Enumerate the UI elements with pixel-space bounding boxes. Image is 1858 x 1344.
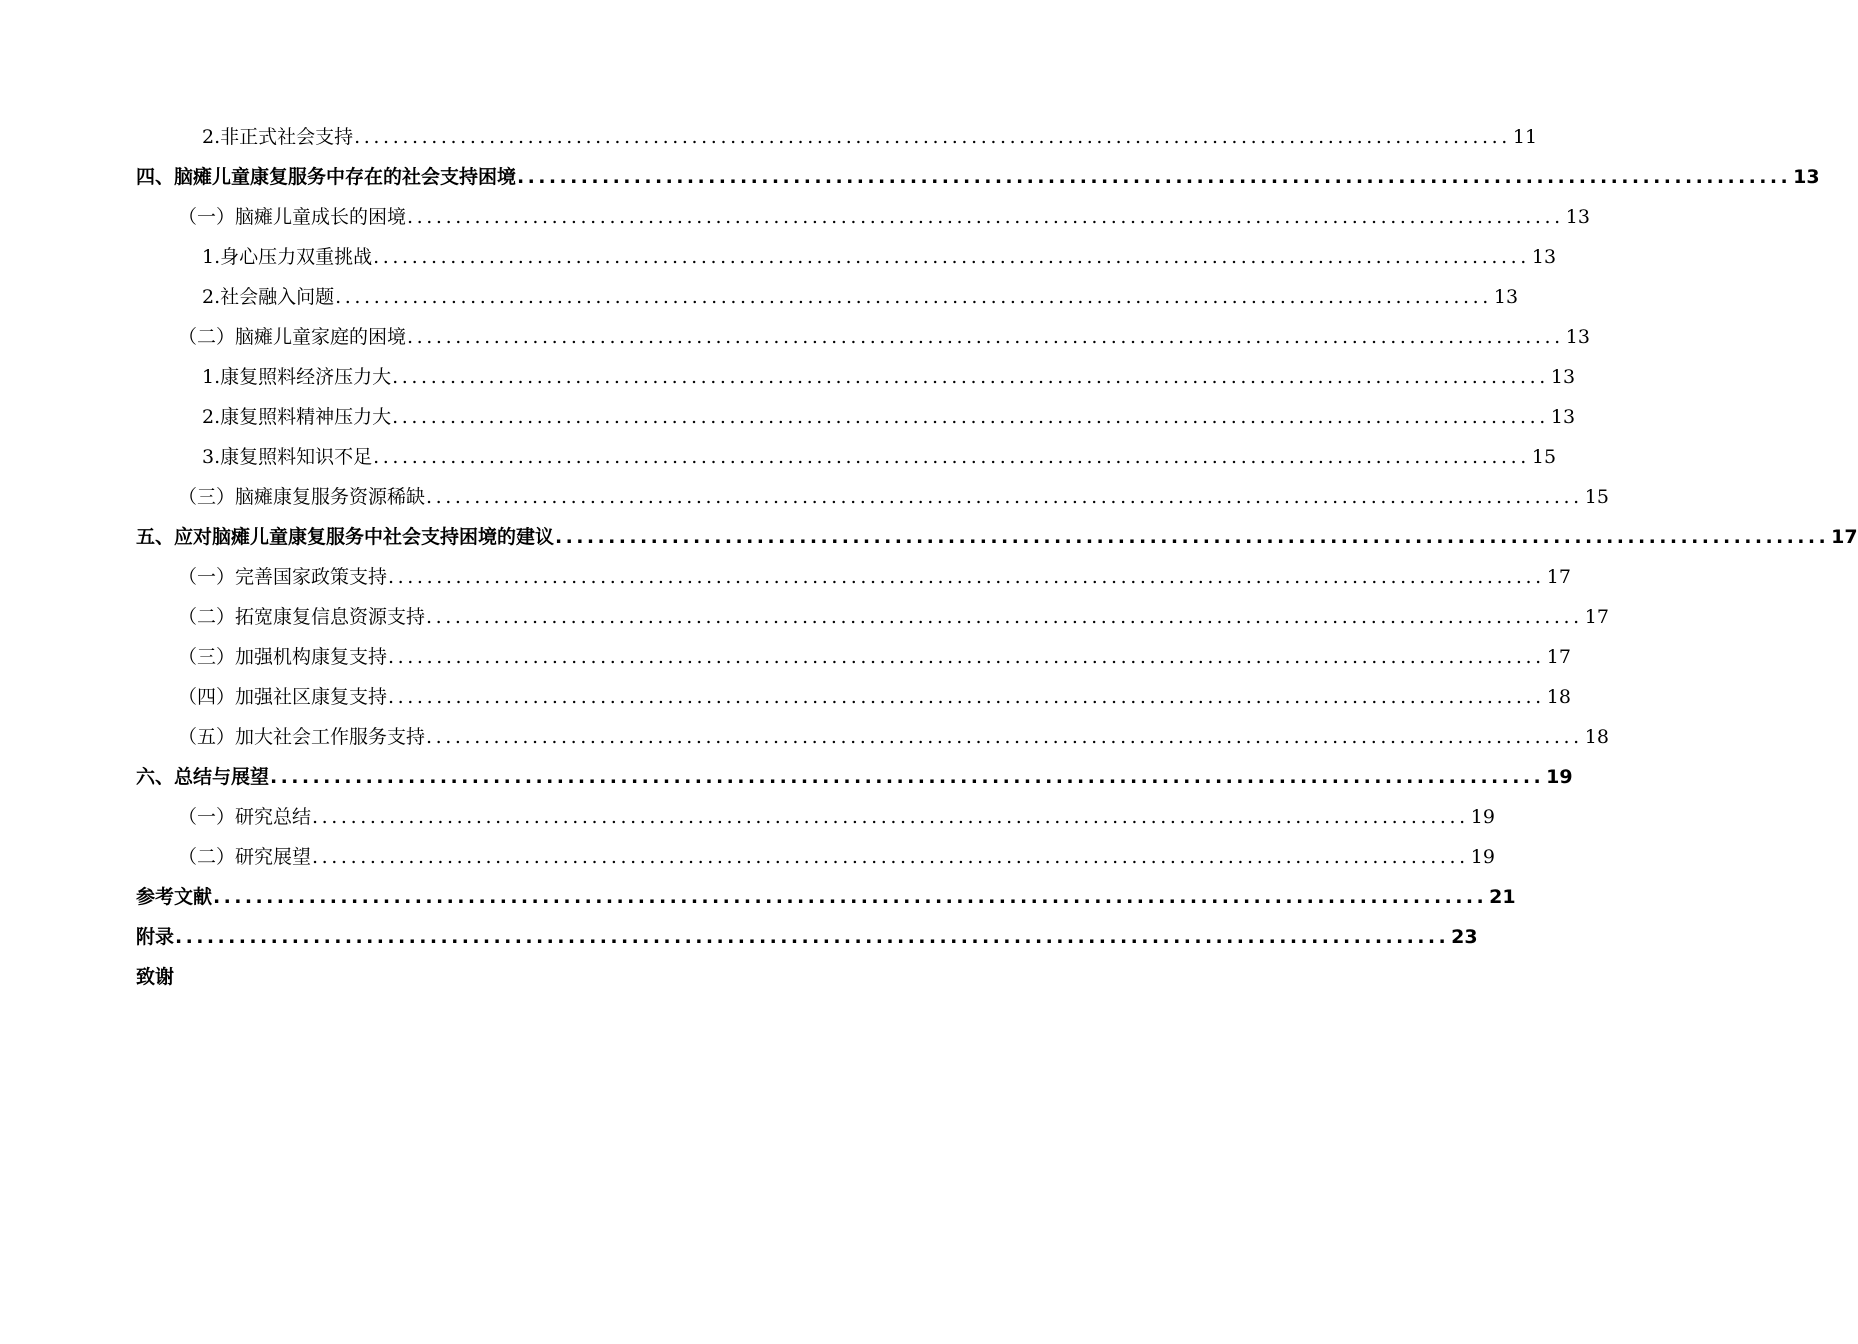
toc-leader-dots: ........................................................................................................................ xyxy=(270,766,1545,788)
toc-page-number: 17 xyxy=(1546,646,1571,668)
toc-entry[interactable] xyxy=(178,842,1495,872)
toc-entry[interactable] xyxy=(202,442,1557,472)
toc-leader-dots: ........................................................................................................................ xyxy=(388,566,1545,588)
toc-entry-title: （五）加大社会工作服务支持 xyxy=(178,726,426,748)
toc-entry-title: 六、总结与展望 xyxy=(136,766,270,788)
toc-page-number: 15 xyxy=(1531,446,1557,468)
toc-entry-title: 五、应对脑瘫儿童康复服务中社会支持困境的建议 xyxy=(136,526,555,548)
toc-entry-title: 参考文献 xyxy=(136,886,213,908)
toc-entry[interactable] xyxy=(136,962,174,992)
toc-leader-dots: ........................................................................................................................ xyxy=(388,686,1545,708)
toc-entry[interactable] xyxy=(178,642,1571,672)
toc-entry[interactable] xyxy=(178,722,1609,752)
toc-leader-dots: ........................................................................................................................ xyxy=(373,246,1530,268)
toc-entry[interactable] xyxy=(202,282,1519,312)
toc-entry-title: （二）脑瘫儿童家庭的困境 xyxy=(178,326,407,348)
toc-page-number: 18 xyxy=(1546,686,1571,708)
toc-entry-title: 2.非正式社会支持 xyxy=(202,126,354,148)
toc-entry[interactable] xyxy=(202,242,1557,272)
toc-entry-title: （一）完善国家政策支持 xyxy=(178,566,388,588)
toc-entry-title: （四）加强社区康复支持 xyxy=(178,686,388,708)
toc-entry[interactable] xyxy=(178,802,1495,832)
toc-leader-dots: ........................................................................................................................ xyxy=(213,886,1488,908)
toc-entry[interactable] xyxy=(202,122,1538,152)
toc-entry-title: 1.康复照料经济压力大 xyxy=(202,366,392,388)
toc-leader-dots: ........................................................................................................................ xyxy=(175,926,1450,948)
toc-page-number: 13 xyxy=(1531,246,1557,268)
toc-entry-title: （二）研究展望 xyxy=(178,846,312,868)
toc-leader-dots: ........................................................................................................................ xyxy=(426,486,1583,508)
toc-entry[interactable] xyxy=(178,322,1590,352)
toc-entry-title: （一）研究总结 xyxy=(178,806,312,828)
toc-page-number: 18 xyxy=(1584,726,1609,748)
toc-page-number: 13 xyxy=(1565,206,1590,228)
toc-page-number: 23 xyxy=(1451,926,1478,948)
toc-leader-dots: ........................................................................................................................ xyxy=(335,286,1492,308)
toc-leader-dots: ........................................................................................................................ xyxy=(373,446,1530,468)
toc-entry-title: 四、脑瘫儿童康复服务中存在的社会支持困境 xyxy=(136,166,517,188)
toc-page-number: 13 xyxy=(1493,286,1519,308)
toc-page-number: 21 xyxy=(1489,886,1516,908)
toc-page-number: 13 xyxy=(1565,326,1590,348)
toc-entry-title: 2.社会融入问题 xyxy=(202,286,335,308)
toc-leader-dots: ........................................................................................................................ xyxy=(517,166,1792,188)
toc-entry-title: 2.康复照料精神压力大 xyxy=(202,406,392,428)
toc-entry[interactable] xyxy=(136,882,1516,912)
toc-entry[interactable] xyxy=(178,562,1571,592)
toc-leader-dots: ........................................................................................................................ xyxy=(312,806,1469,828)
toc-entry-title: （二）拓宽康复信息资源支持 xyxy=(178,606,426,628)
toc-page-number: 15 xyxy=(1584,486,1609,508)
toc-leader-dots: ........................................................................................................................ xyxy=(426,726,1583,748)
toc-entry-title: 附录 xyxy=(136,926,175,948)
toc-leader-dots: ........................................................................................................................ xyxy=(312,846,1469,868)
toc-page-number: 13 xyxy=(1550,366,1576,388)
toc-page-number: 11 xyxy=(1512,126,1538,148)
toc-entry-title: （一）脑瘫儿童成长的困境 xyxy=(178,206,407,228)
toc-entry-title: （三）脑瘫康复服务资源稀缺 xyxy=(178,486,426,508)
toc-entry[interactable] xyxy=(178,682,1571,712)
toc-page-number: 13 xyxy=(1793,166,1820,188)
toc-entry-title: （三）加强机构康复支持 xyxy=(178,646,388,668)
toc-entry[interactable] xyxy=(136,922,1478,952)
toc-leader-dots: ........................................................................................................................ xyxy=(392,406,1549,428)
toc-leader-dots: ........................................................................................................................ xyxy=(426,606,1583,628)
toc-entry[interactable] xyxy=(178,482,1609,512)
toc-leader-dots: ........................................................................................................................ xyxy=(392,366,1549,388)
toc-entry-title: 3.康复照料知识不足 xyxy=(202,446,373,468)
toc-leader-dots: ........................................................................................................................ xyxy=(407,326,1564,348)
toc-leader-dots: ........................................................................................................................ xyxy=(354,126,1511,148)
toc-page-number: 19 xyxy=(1546,766,1573,788)
toc-entry[interactable] xyxy=(178,202,1590,232)
toc-page-number: 17 xyxy=(1831,526,1858,548)
toc-page-number: 19 xyxy=(1470,846,1495,868)
toc-entry[interactable] xyxy=(178,602,1609,632)
toc-entry-title: 致谢 xyxy=(136,966,175,988)
toc-page-number: 17 xyxy=(1584,606,1609,628)
toc-entry[interactable] xyxy=(202,402,1576,432)
toc-leader-dots: ........................................................................................................................ xyxy=(388,646,1545,668)
toc-page-number: 19 xyxy=(1470,806,1495,828)
toc-entry[interactable] xyxy=(136,522,1858,552)
toc-entry[interactable] xyxy=(136,162,1820,192)
toc-leader-dots: ........................................................................................................................ xyxy=(407,206,1564,228)
toc-leader-dots: ........................................................................................................................ xyxy=(555,526,1830,548)
toc-entry[interactable] xyxy=(202,362,1576,392)
toc-entry-title: 1.身心压力双重挑战 xyxy=(202,246,373,268)
toc-page-number: 17 xyxy=(1546,566,1571,588)
toc-page-number: 13 xyxy=(1550,406,1576,428)
toc-entry[interactable] xyxy=(136,762,1573,792)
